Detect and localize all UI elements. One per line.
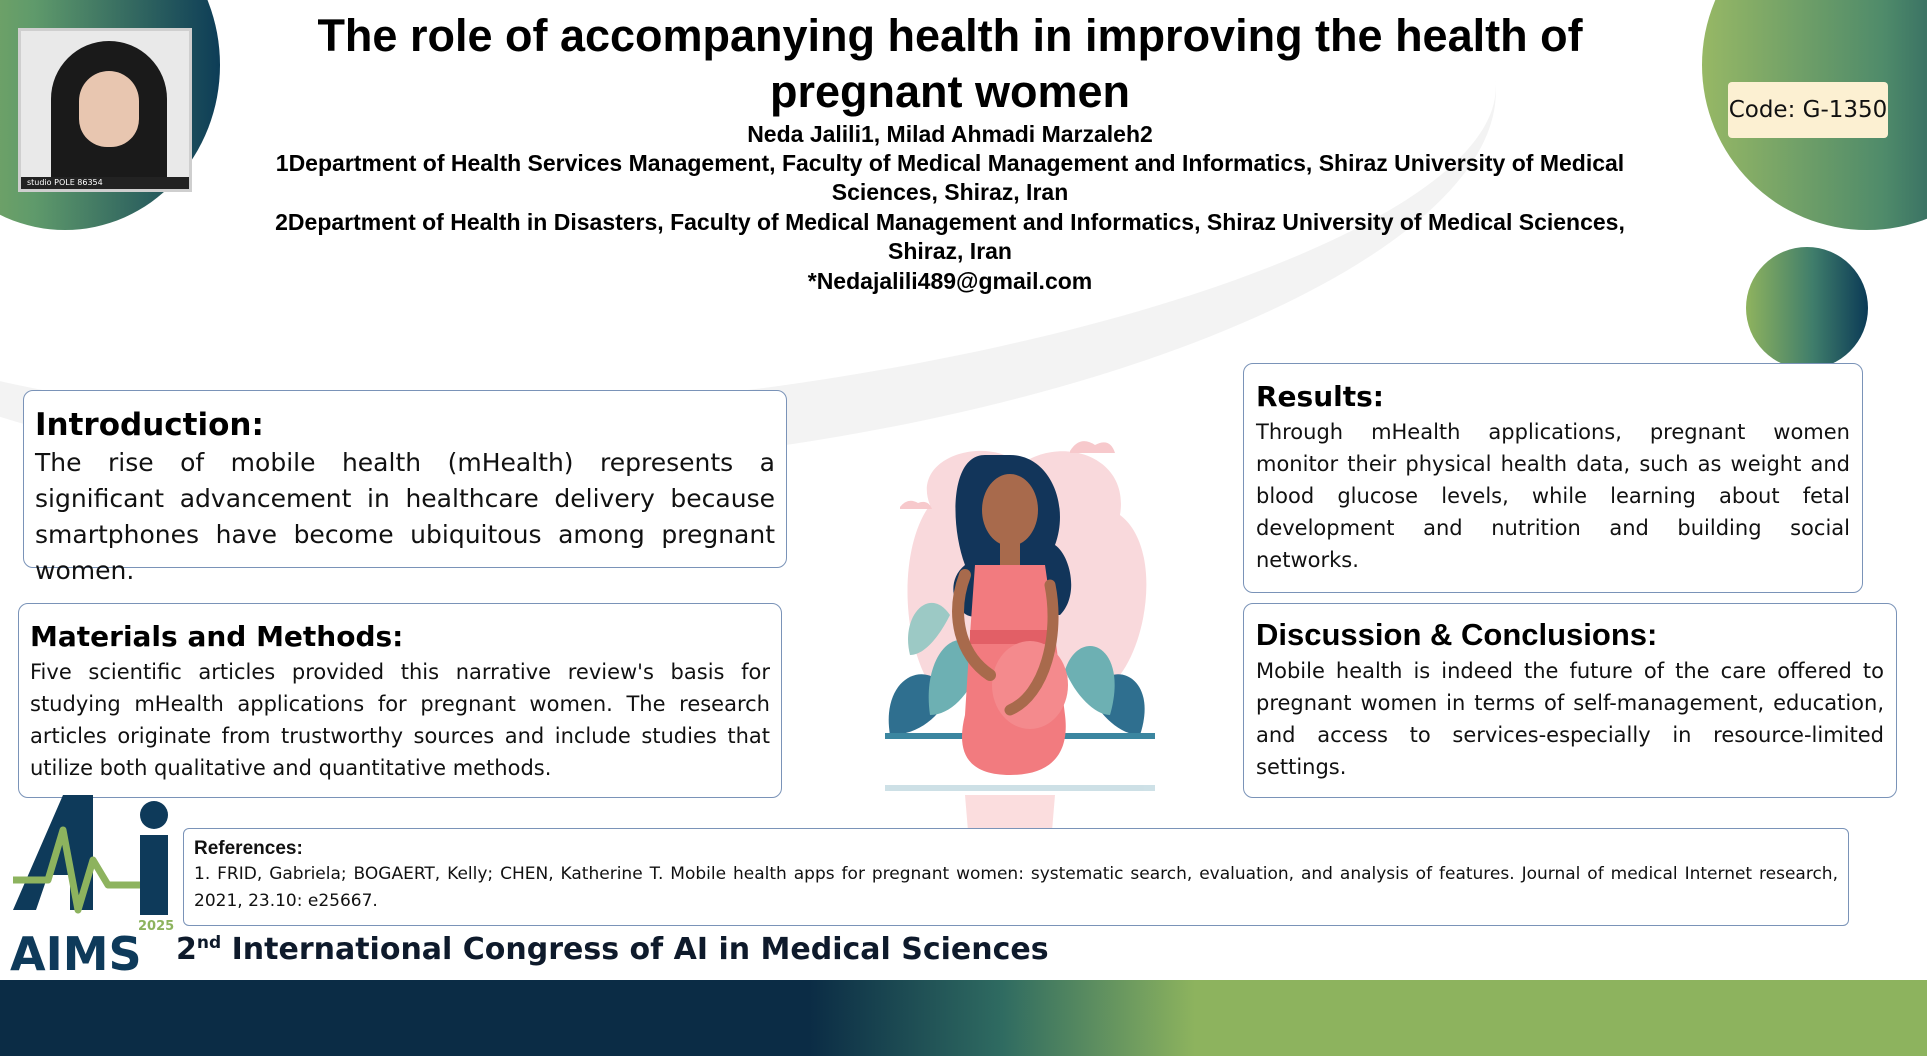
introduction-box — [23, 390, 787, 585]
results-text: Through mHealth applications, pregnant women monitor their physical health data, such as weight and blood glucose levels, while learning about fetal development and nutrition and building social networks. — [1256, 420, 1850, 572]
cloud-icon — [1070, 441, 1115, 453]
discussion-heading: Discussion & Conclusions: — [1256, 617, 1658, 652]
cloud-icon-small — [900, 501, 932, 509]
aims-logo — [8, 790, 178, 975]
logo-letter-i — [140, 835, 168, 915]
results-heading: Results: — [1256, 380, 1384, 413]
contact-email: *Nedajalili489@gmail.com — [807, 268, 1093, 294]
congress-ordinal: 2 — [176, 932, 197, 967]
footer-bar — [0, 980, 1927, 1056]
congress-ordinal-suffix: nd — [196, 933, 222, 953]
references-heading: References: — [194, 838, 303, 859]
poster-code-badge: Code: G-1350 — [1728, 82, 1888, 138]
robot-icon — [140, 801, 168, 829]
discussion-box — [1243, 603, 1897, 798]
results-box — [1243, 363, 1863, 593]
references-box — [183, 828, 1849, 926]
introduction-heading: Introduction: — [35, 407, 264, 443]
methods-box — [18, 603, 782, 798]
woman-figure — [953, 455, 1071, 775]
reference-item: 1. FRID, Gabriela; BOGAERT, Kelly; CHEN, Katherine T. Mobile health apps for pregnant women: systematic search, evaluation, and analysis of features. Journal of medical Internet research, 2021, 23.10: e25667. — [194, 864, 1838, 911]
discussion-text: Mobile health is indeed the future of the care offered to pregnant women in terms of self-management, education, and access to services-especially in resource-limited settings. — [1256, 659, 1884, 779]
logo-text: AIMS — [10, 927, 142, 975]
leaves-right — [1065, 646, 1145, 735]
methods-text: Five scientific articles provided this narrative review's basis for studying mHealth applications for pregnant women. The research articles originate from trustworthy sources and include studies that utilize both qualitative and quantitative methods. — [30, 660, 770, 780]
logo-year: 2025 — [138, 919, 175, 934]
affiliation-2: 2Department of Health in Disasters, Faculty of Medical Management and Informatics, Shiraz University of Medical Sciences, Shiraz, Iran — [275, 209, 1625, 264]
pregnant-woman-illustration — [870, 415, 1180, 865]
poster-title: The role of accompanying health in improving the health of pregnant women — [317, 10, 1583, 117]
affiliation-1: 1Department of Health Services Management, Faculty of Medical Management and Informatics, Shiraz University of Medical Sciences, Shiraz, Iran — [275, 150, 1625, 205]
photo-face — [79, 71, 139, 147]
methods-heading: Materials and Methods: — [30, 620, 404, 653]
congress-title — [176, 930, 1049, 970]
photo-caption: studio POLE 86354 — [21, 177, 189, 189]
authors: Neda Jalili1, Milad Ahmadi Marzaleh2 — [747, 121, 1153, 147]
congress-name: International Congress of AI in Medical Sciences — [231, 932, 1049, 967]
decorative-circle-small — [1746, 247, 1868, 369]
introduction-text: The rise of mobile health (mHealth) represents a significant advancement in healthcare delivery because smartphones have become ubiquitous among pregnant women. — [35, 448, 775, 585]
author-photo — [18, 28, 192, 192]
